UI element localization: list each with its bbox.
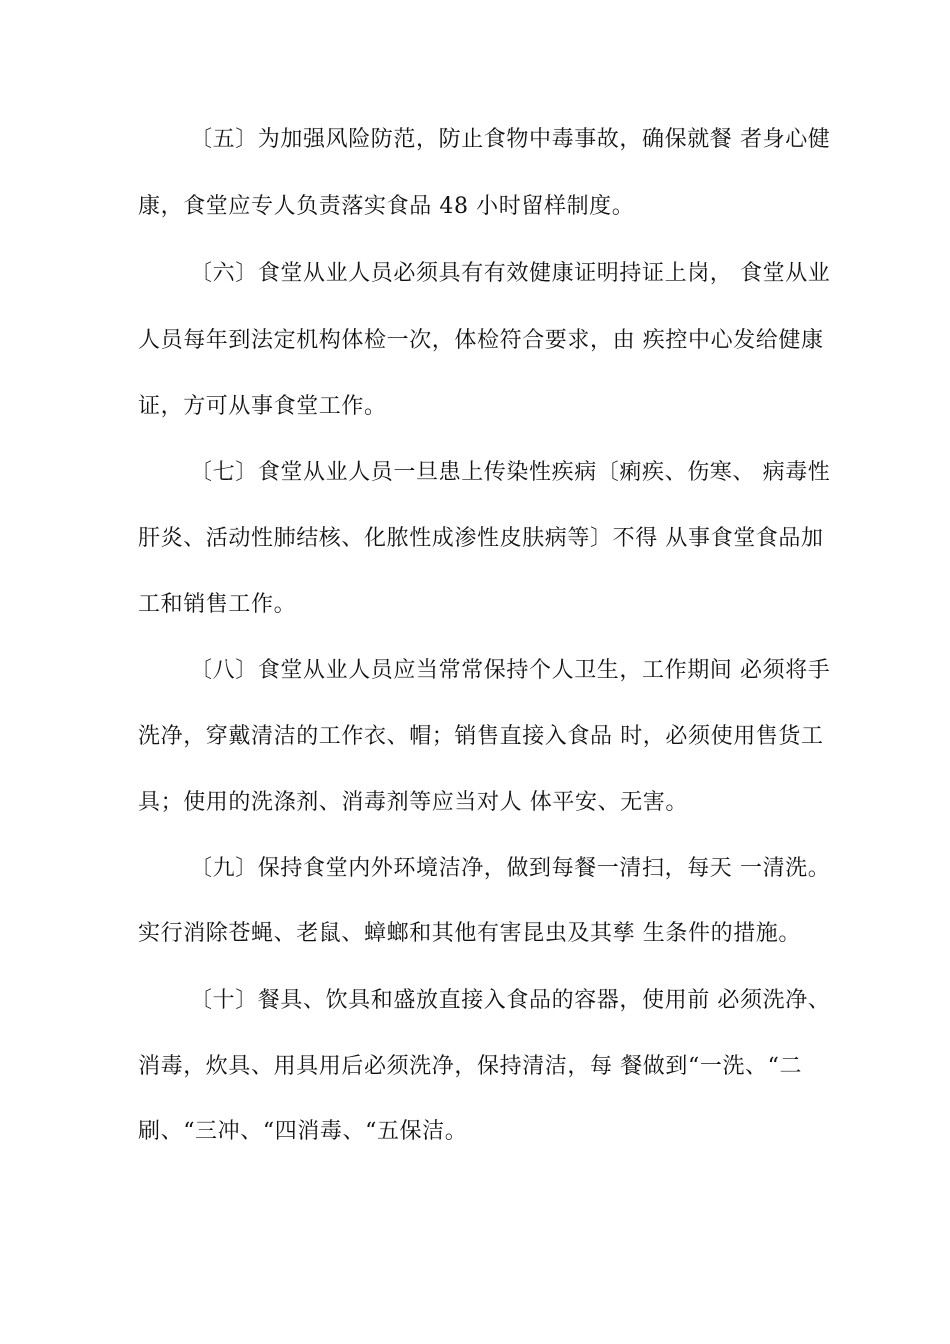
- paragraph-7-line-1: 〔七〕食堂从业人员一旦患上传染性疾病〔痢疾、伤寒、 病毒性: [190, 460, 831, 485]
- paragraph-8-line-1: 〔八〕食堂从业人员应当常常保持个人卫生，工作期间 必须将手: [190, 658, 831, 683]
- paragraph-6-line-2: 人员每年到法定机构体检一次，体检符合要求，由 疾控中心发给健康: [138, 328, 824, 353]
- paragraph-10-line-3: 刷、“三冲、“四消毒、“五保洁。: [138, 1119, 468, 1144]
- paragraph-5-line-2: 康，食堂应专人负责落实食品 48 小时留样制度。: [138, 194, 635, 219]
- paragraph-8-line-3: 具；使用的洗涤剂、消毒剂等应当对人 体平安、无害。: [138, 790, 688, 815]
- paragraph-10-line-2: 消毒，炊具、用具用后必须洗净，保持清洁，每 餐做到“一洗、“二: [138, 1054, 803, 1079]
- paragraph-8-line-2: 洗净，穿戴清洁的工作衣、帽；销售直接入食品 时，必须使用售货工: [138, 724, 824, 749]
- paragraph-9-line-2: 实行消除苍蝇、老鼠、蟑螂和其他有害昆虫及其孳 生条件的措施。: [138, 921, 801, 946]
- paragraph-10-line-1: 〔十〕餐具、饮具和盛放直接入食品的容器，使用前 必须洗净、: [190, 988, 831, 1013]
- paragraph-6-line-3: 证，方可从事食堂工作。: [138, 394, 387, 419]
- paragraph-6-line-1: 〔六〕食堂从业人员必须具有有效健康证明持证上岗， 食堂从业: [190, 261, 831, 286]
- paragraph-7-line-3: 工和销售工作。: [138, 592, 297, 617]
- paragraph-7-line-2: 肝炎、活动性肺结核、化脓性成渗性皮肤病等〕不得 从事食堂食品加: [138, 526, 824, 551]
- paragraph-9-line-1: 〔九〕保持食堂内外环境洁净，做到每餐一清扫，每天 一清洗。: [190, 856, 831, 881]
- paragraph-5-line-1: 〔五〕为加强风险防范，防止食物中毒事故，确保就餐 者身心健: [190, 127, 831, 152]
